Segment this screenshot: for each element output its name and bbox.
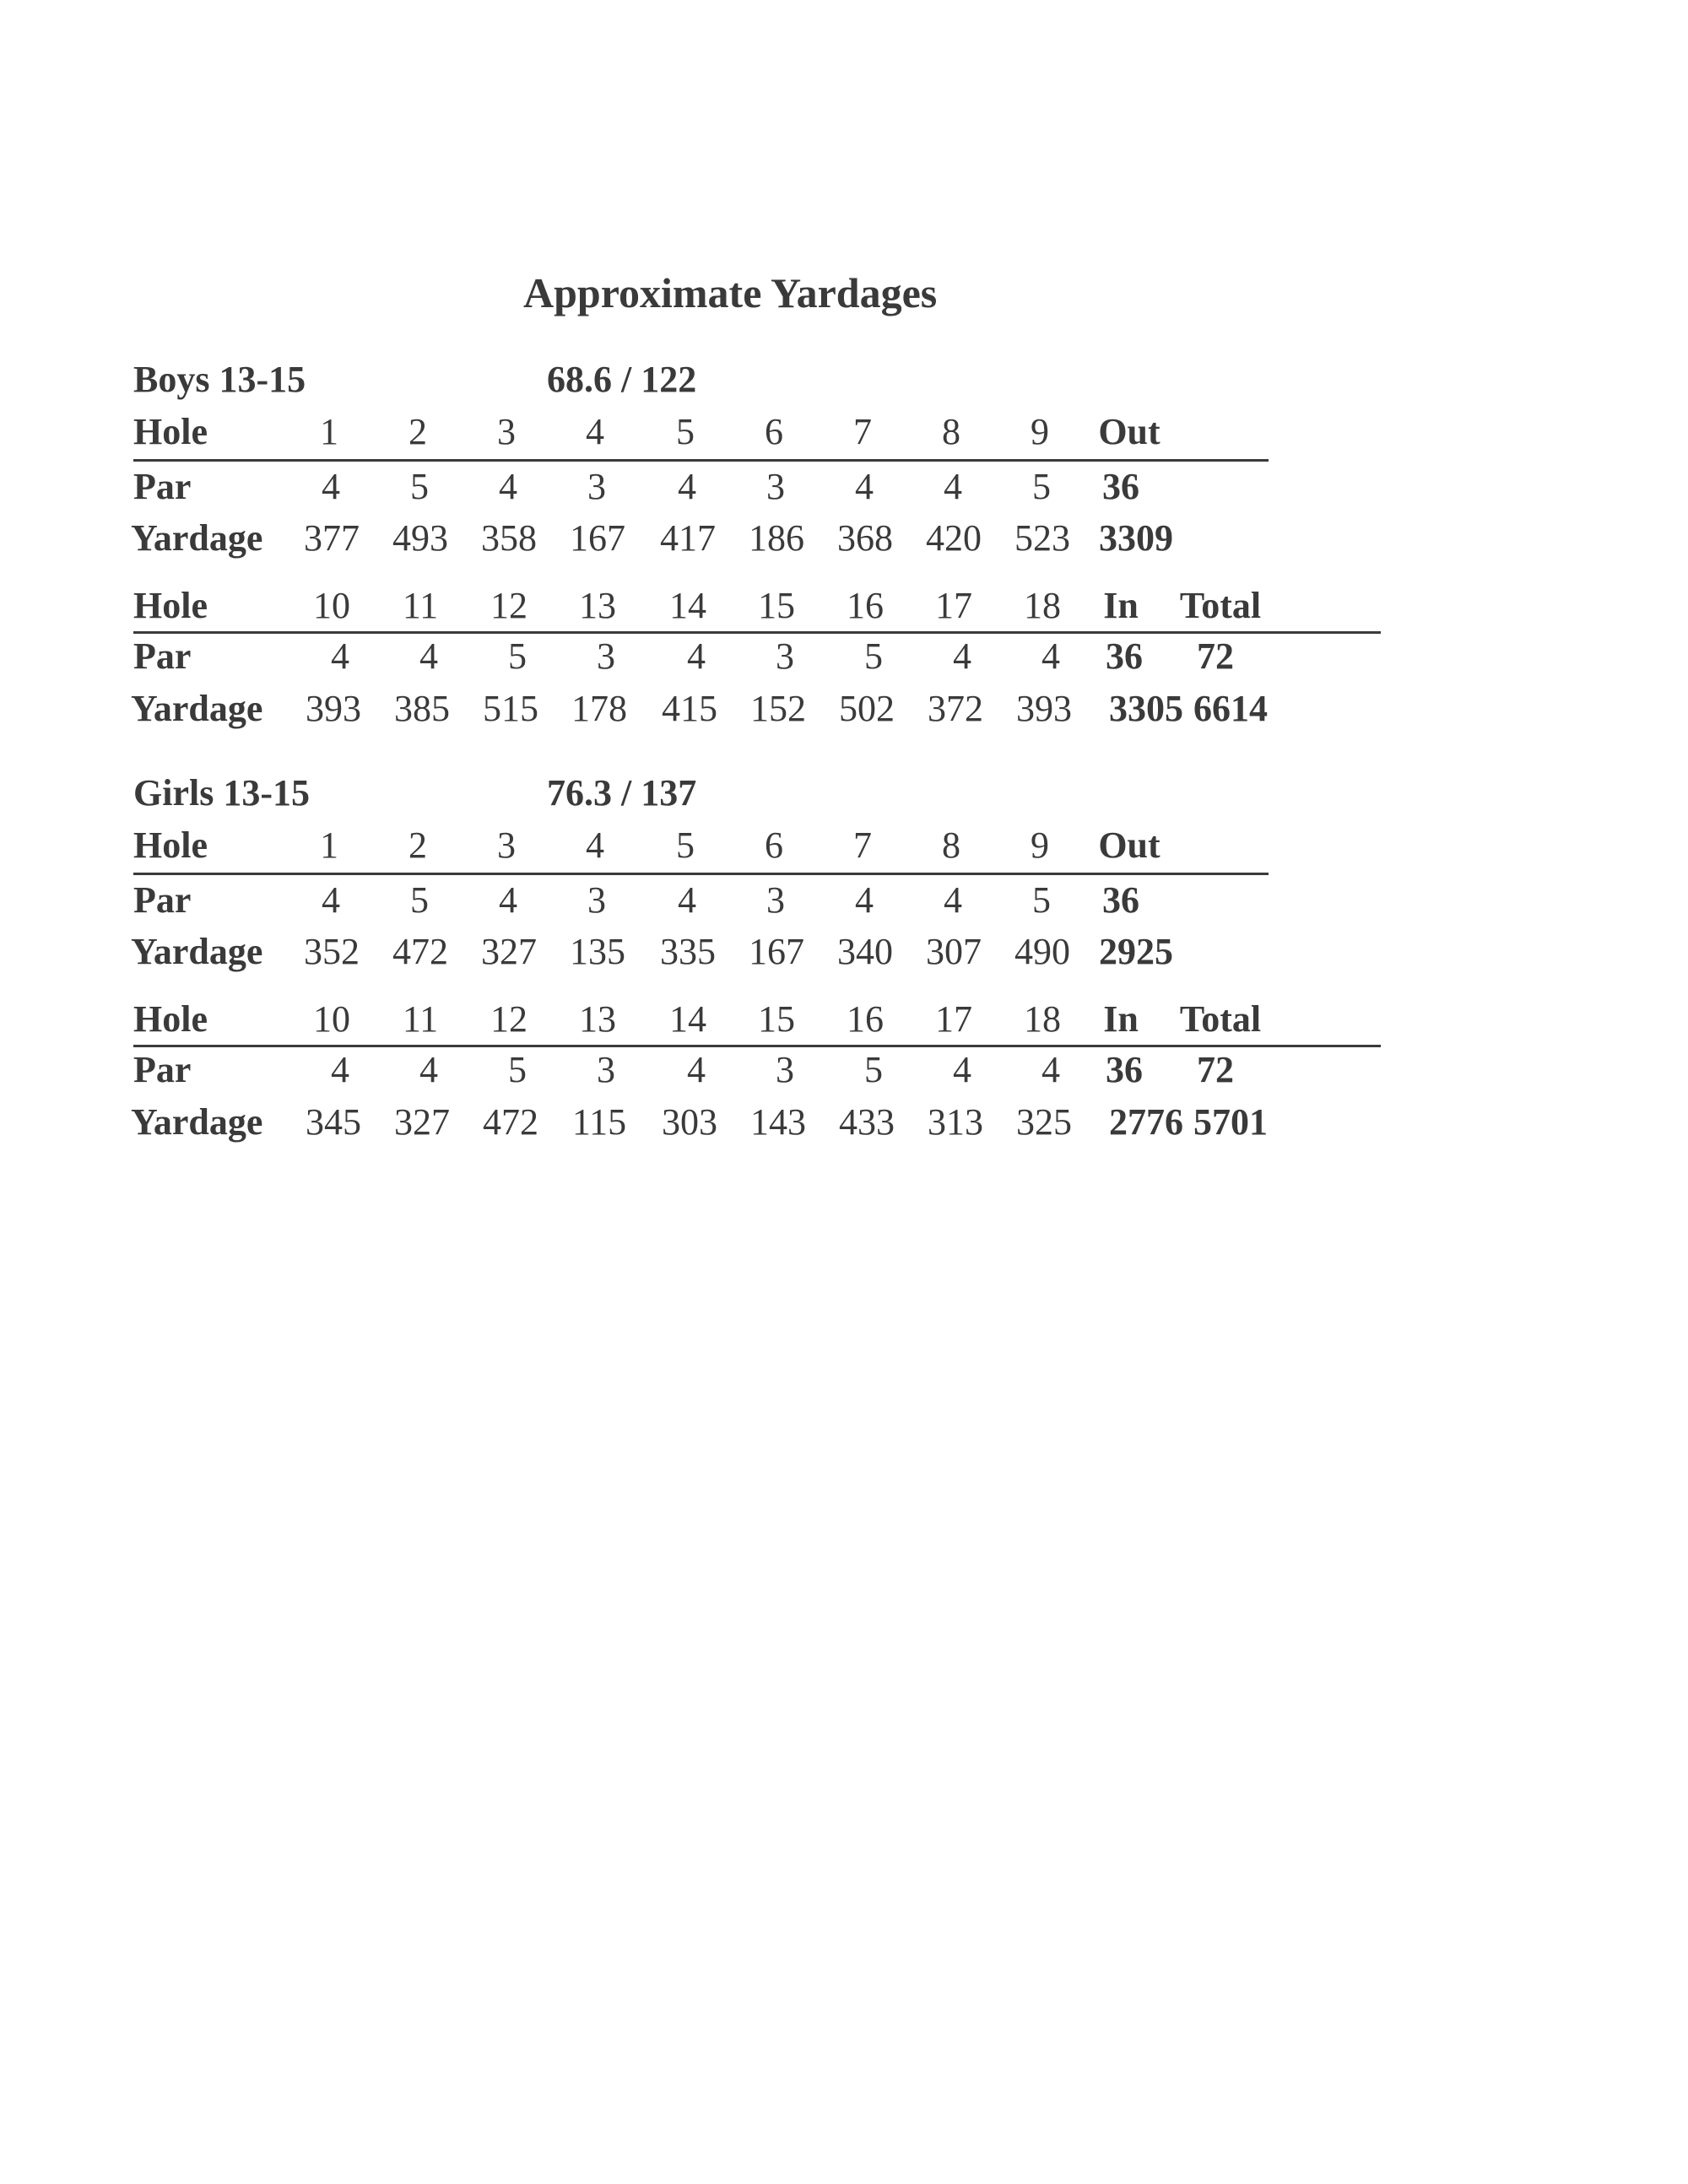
yardage-value: 152 — [750, 688, 806, 729]
par-out-total: 36 — [1102, 879, 1139, 921]
par-value: 4 — [944, 879, 962, 921]
yardage-value: 186 — [749, 517, 804, 559]
yardage-value: 178 — [571, 688, 627, 729]
hole-number: 8 — [942, 411, 960, 452]
yardage-value: 167 — [570, 517, 625, 559]
par-value: 4 — [1041, 635, 1060, 677]
yardage-value: 345 — [306, 1101, 361, 1143]
par-row-label: Par — [133, 466, 192, 507]
par-value: 5 — [1032, 466, 1051, 507]
par-value: 4 — [855, 879, 874, 921]
hole-number: 16 — [847, 998, 884, 1040]
out-header: Out — [1098, 411, 1160, 452]
par-value: 3 — [587, 466, 606, 507]
par-value: 4 — [322, 879, 340, 921]
par-value: 3 — [597, 635, 615, 677]
yardage-grand-total: 5701 — [1193, 1101, 1268, 1143]
par-value: 5 — [410, 466, 429, 507]
division-rating: 68.6 / 122 — [547, 359, 697, 400]
yardage-row-label: Yardage — [131, 517, 263, 559]
yardage-value: 335 — [660, 931, 716, 972]
yardage-value: 327 — [481, 931, 537, 972]
par-value: 5 — [410, 879, 429, 921]
par-value: 3 — [766, 879, 785, 921]
total-header: Total — [1179, 585, 1262, 626]
yardage-value: 490 — [1014, 931, 1070, 972]
yardage-value: 393 — [1016, 688, 1072, 729]
division-rating: 76.3 / 137 — [547, 772, 697, 814]
par-value: 5 — [508, 635, 527, 677]
hole-number: 10 — [313, 998, 350, 1040]
yardage-out-total: 2925 — [1099, 931, 1173, 972]
par-value: 5 — [864, 1049, 883, 1090]
yardage-value: 493 — [392, 517, 448, 559]
par-value: 4 — [499, 879, 517, 921]
par-value: 4 — [419, 1049, 438, 1090]
yardage-out-total: 3309 — [1099, 517, 1173, 559]
par-value: 4 — [944, 466, 962, 507]
yardage-value: 385 — [394, 688, 450, 729]
par-value: 4 — [687, 1049, 706, 1090]
par-row-label: Par — [133, 1049, 192, 1090]
hole-number: 1 — [320, 824, 338, 866]
hole-number: 4 — [586, 411, 604, 452]
hole-number: 17 — [935, 585, 972, 626]
yardage-value: 515 — [483, 688, 538, 729]
yardage-value: 327 — [394, 1101, 450, 1143]
yardage-value: 393 — [306, 688, 361, 729]
par-value: 4 — [331, 1049, 349, 1090]
par-row-label: Par — [133, 635, 192, 677]
back-header-rule — [133, 631, 1381, 634]
yardage-in-total: 2776 — [1109, 1101, 1183, 1143]
par-value: 4 — [855, 466, 874, 507]
par-in-total: 36 — [1106, 635, 1143, 677]
hole-number: 4 — [586, 824, 604, 866]
par-in-total: 36 — [1106, 1049, 1143, 1090]
yardage-value: 368 — [837, 517, 893, 559]
hole-number: 3 — [497, 824, 516, 866]
yardage-value: 472 — [483, 1101, 538, 1143]
par-out-total: 36 — [1102, 466, 1139, 507]
yardage-value: 115 — [571, 1101, 627, 1143]
par-grand-total: 72 — [1197, 1049, 1234, 1090]
hole-number: 7 — [853, 411, 872, 452]
par-value: 5 — [1032, 879, 1051, 921]
hole-number: 10 — [313, 585, 350, 626]
par-value: 4 — [419, 635, 438, 677]
yardage-value: 313 — [928, 1101, 983, 1143]
yardage-value: 143 — [750, 1101, 806, 1143]
in-header: In — [1103, 585, 1139, 626]
yardage-value: 417 — [660, 517, 716, 559]
hole-number: 6 — [765, 824, 783, 866]
par-value: 4 — [678, 466, 696, 507]
par-row-label: Par — [133, 879, 192, 921]
hole-number: 12 — [490, 998, 528, 1040]
par-value: 4 — [953, 1049, 971, 1090]
yardage-value: 135 — [570, 931, 625, 972]
hole-number: 11 — [402, 585, 439, 626]
total-header: Total — [1179, 998, 1262, 1040]
yardage-value: 502 — [839, 688, 895, 729]
hole-number: 16 — [847, 585, 884, 626]
yardage-value: 340 — [837, 931, 893, 972]
hole-number: 9 — [1031, 411, 1049, 452]
hole-number: 13 — [579, 998, 616, 1040]
yardage-value: 167 — [749, 931, 804, 972]
hole-number: 13 — [579, 585, 616, 626]
in-header: In — [1103, 998, 1139, 1040]
par-value: 3 — [776, 1049, 794, 1090]
hole-row-label: Hole — [133, 411, 208, 452]
yardage-row-label: Yardage — [131, 1101, 263, 1143]
par-value: 3 — [587, 879, 606, 921]
hole-number: 3 — [497, 411, 516, 452]
yardage-value: 307 — [926, 931, 982, 972]
hole-number: 15 — [758, 585, 795, 626]
par-value: 4 — [331, 635, 349, 677]
front-header-rule — [133, 873, 1269, 875]
hole-number: 18 — [1024, 998, 1061, 1040]
page-title: Approximate Yardages — [523, 269, 938, 316]
yardage-value: 358 — [481, 517, 537, 559]
hole-number: 5 — [676, 824, 695, 866]
yardage-value: 420 — [926, 517, 982, 559]
hole-number: 7 — [853, 824, 872, 866]
hole-row-label: Hole — [133, 824, 208, 866]
out-header: Out — [1098, 824, 1160, 866]
hole-number: 9 — [1031, 824, 1049, 866]
yardage-value: 523 — [1014, 517, 1070, 559]
hole-number: 5 — [676, 411, 695, 452]
par-value: 3 — [766, 466, 785, 507]
hole-number: 1 — [320, 411, 338, 452]
par-value: 4 — [687, 635, 706, 677]
par-value: 5 — [508, 1049, 527, 1090]
yardage-row-label: Yardage — [131, 688, 263, 729]
hole-number: 2 — [408, 411, 427, 452]
hole-number: 15 — [758, 998, 795, 1040]
yardage-value: 377 — [304, 517, 360, 559]
hole-row-label: Hole — [133, 998, 208, 1040]
hole-number: 18 — [1024, 585, 1061, 626]
par-value: 4 — [953, 635, 971, 677]
par-value: 4 — [499, 466, 517, 507]
yardage-value: 325 — [1016, 1101, 1072, 1143]
par-value: 3 — [597, 1049, 615, 1090]
par-value: 5 — [864, 635, 883, 677]
par-value: 4 — [678, 879, 696, 921]
hole-number: 14 — [669, 998, 706, 1040]
par-value: 4 — [1041, 1049, 1060, 1090]
hole-number: 6 — [765, 411, 783, 452]
division-name: Boys 13-15 — [133, 359, 306, 400]
hole-number: 17 — [935, 998, 972, 1040]
hole-number: 2 — [408, 824, 427, 866]
par-grand-total: 72 — [1197, 635, 1234, 677]
yardage-value: 352 — [304, 931, 360, 972]
yardage-value: 415 — [662, 688, 717, 729]
par-value: 3 — [776, 635, 794, 677]
yardage-value: 472 — [392, 931, 448, 972]
hole-row-label: Hole — [133, 585, 208, 626]
yardage-grand-total: 6614 — [1193, 688, 1268, 729]
yardage-value: 372 — [928, 688, 983, 729]
yardage-in-total: 3305 — [1109, 688, 1183, 729]
par-value: 4 — [322, 466, 340, 507]
division-name: Girls 13-15 — [133, 772, 310, 814]
yardage-row-label: Yardage — [131, 931, 263, 972]
yardage-value: 303 — [662, 1101, 717, 1143]
hole-number: 11 — [402, 998, 439, 1040]
hole-number: 14 — [669, 585, 706, 626]
back-header-rule — [133, 1045, 1381, 1047]
yardage-value: 433 — [839, 1101, 895, 1143]
hole-number: 12 — [490, 585, 528, 626]
front-header-rule — [133, 459, 1269, 462]
hole-number: 8 — [942, 824, 960, 866]
